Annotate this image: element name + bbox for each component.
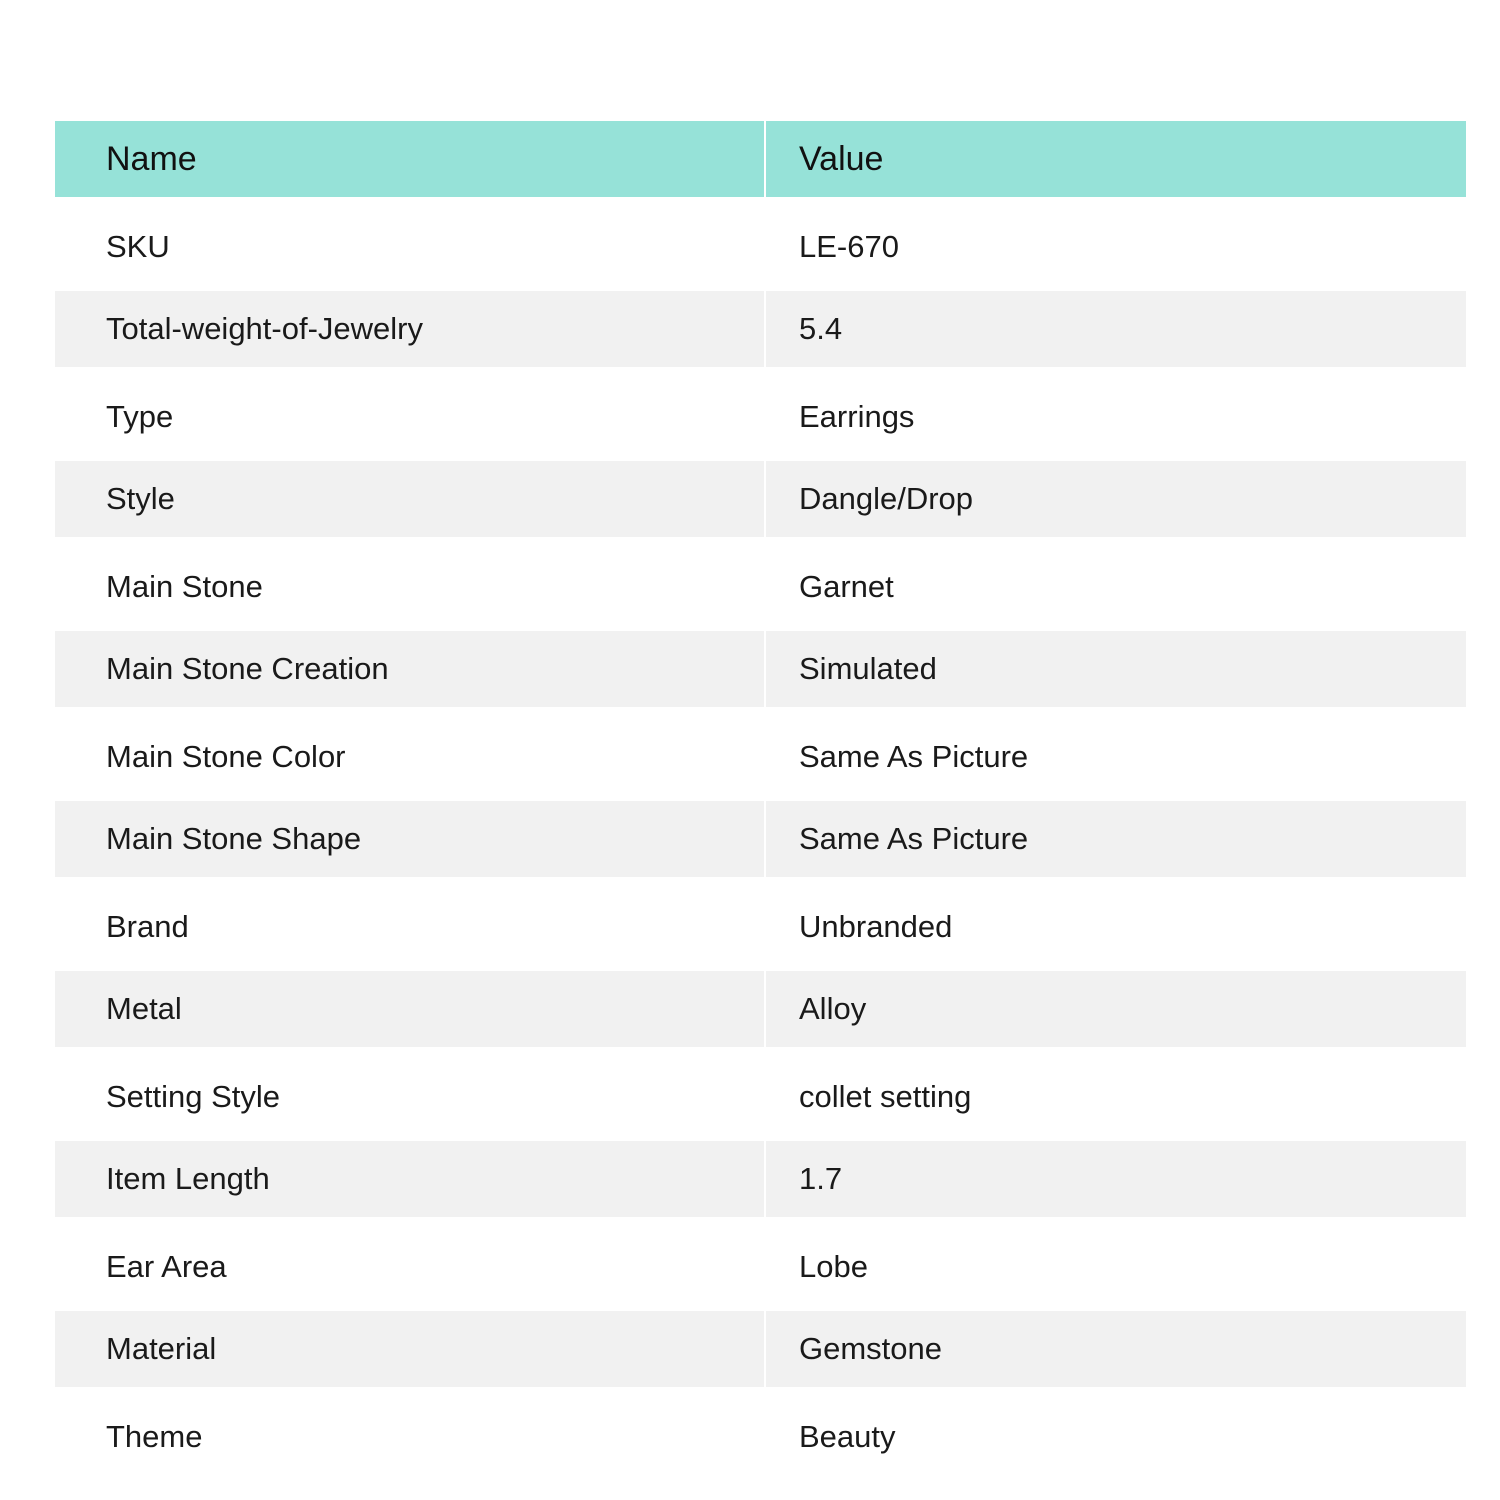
row-name-cell: Brand xyxy=(55,882,766,971)
table-row xyxy=(55,1311,1466,1387)
row-value-cell: collet setting xyxy=(766,1052,1466,1141)
row-name-cell: Material xyxy=(55,1311,766,1387)
row-value-cell: Unbranded xyxy=(766,882,1466,971)
row-value-cell: Same As Picture xyxy=(766,712,1466,801)
row-value-cell: Lobe xyxy=(766,1222,1466,1311)
table-row xyxy=(55,206,1466,291)
row-name-cell: Total-weight-of-Jewelry xyxy=(55,291,766,367)
row-name-cell: SKU xyxy=(55,202,766,291)
row-value-cell: Beauty xyxy=(766,1392,1466,1481)
table-row xyxy=(55,971,1466,1047)
table-row xyxy=(55,1056,1466,1141)
row-value-cell: Earrings xyxy=(766,372,1466,461)
table-row xyxy=(55,801,1466,877)
table-row xyxy=(55,886,1466,971)
header-value: Value xyxy=(766,121,1466,197)
row-value-cell: Garnet xyxy=(766,542,1466,631)
row-value-cell: 5.4 xyxy=(766,291,1466,367)
table-row xyxy=(55,631,1466,707)
table-row xyxy=(55,1396,1466,1481)
row-value-cell: Dangle/Drop xyxy=(766,461,1466,537)
row-name-cell: Main Stone Creation xyxy=(55,631,766,707)
table-header xyxy=(55,121,1466,197)
table-row xyxy=(55,1226,1466,1311)
row-name-cell: Type xyxy=(55,372,766,461)
row-name-cell: Main Stone Shape xyxy=(55,801,766,877)
row-name-cell: Metal xyxy=(55,971,766,1047)
table-row xyxy=(55,461,1466,537)
table-row xyxy=(55,376,1466,461)
header-name: Name xyxy=(55,121,766,197)
row-name-cell: Item Length xyxy=(55,1141,766,1217)
row-value-cell: LE-670 xyxy=(766,202,1466,291)
row-name-cell: Style xyxy=(55,461,766,537)
row-value-cell: Alloy xyxy=(766,971,1466,1047)
table-row xyxy=(55,1141,1466,1217)
row-value-cell: Simulated xyxy=(766,631,1466,707)
row-name-cell: Main Stone xyxy=(55,542,766,631)
row-name-cell: Main Stone Color xyxy=(55,712,766,801)
row-name-cell: Setting Style xyxy=(55,1052,766,1141)
row-name-cell: Ear Area xyxy=(55,1222,766,1311)
table-row xyxy=(55,291,1466,367)
table-body xyxy=(55,206,1466,1481)
table-row xyxy=(55,546,1466,631)
spec-table xyxy=(55,121,1466,1481)
row-value-cell: 1.7 xyxy=(766,1141,1466,1217)
row-name-cell: Theme xyxy=(55,1392,766,1481)
row-value-cell: Same As Picture xyxy=(766,801,1466,877)
table-row xyxy=(55,716,1466,801)
row-value-cell: Gemstone xyxy=(766,1311,1466,1387)
